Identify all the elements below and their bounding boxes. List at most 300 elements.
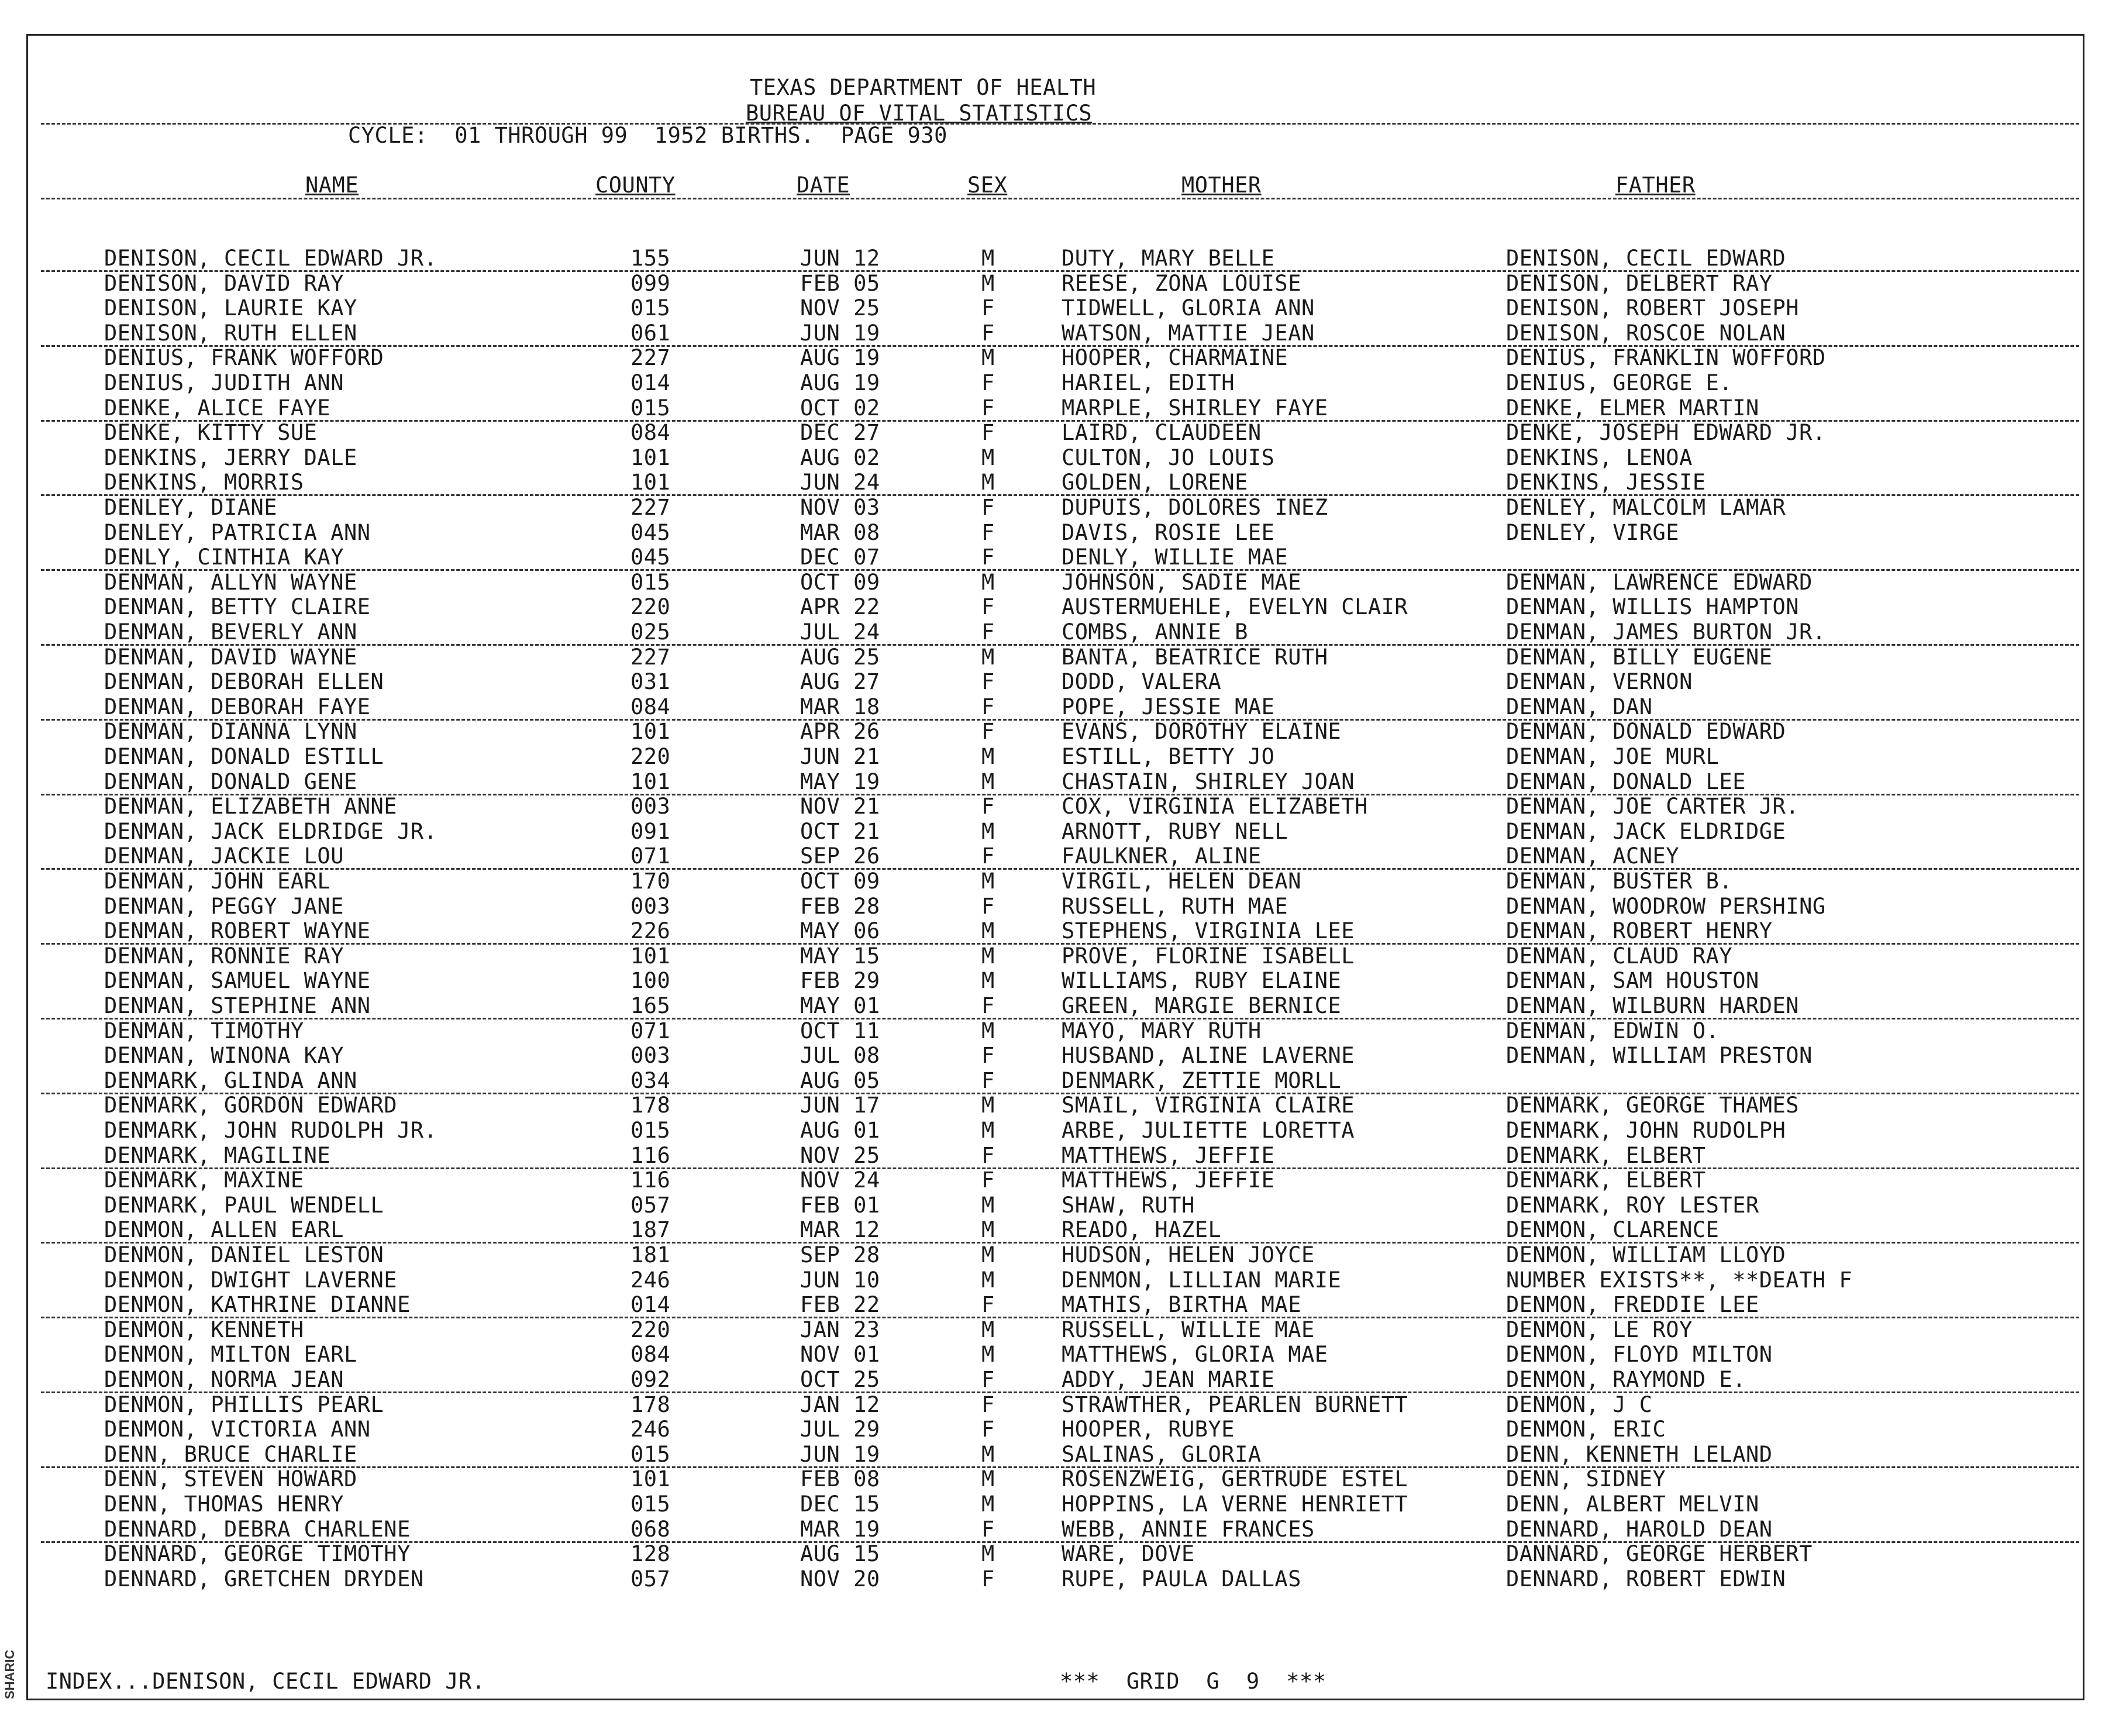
cell-father: DENMAN, JOE MURL — [1506, 744, 1720, 769]
cell-mother: SALINAS, GLORIA — [1062, 1442, 1262, 1467]
cell-county: 101 — [630, 470, 671, 495]
cell-father: DENNARD, HAROLD DEAN — [1506, 1517, 1773, 1542]
cell-name: DENKE, KITTY SUE — [104, 420, 318, 445]
cell-date: AUG 02 — [800, 445, 880, 470]
cell-mother: VIRGIL, HELEN DEAN — [1062, 869, 1301, 894]
cell-sex: M — [981, 645, 995, 670]
cell-date: JUN 19 — [800, 1442, 880, 1467]
cell-name: DENMAN, JACK ELDRIDGE JR. — [104, 819, 437, 844]
cell-sex: F — [981, 1068, 995, 1093]
cell-mother: GREEN, MARGIE BERNICE — [1062, 993, 1342, 1018]
row-divider — [41, 270, 2079, 272]
cell-county: 220 — [630, 594, 671, 619]
cell-father: DENMAN, BILLY EUGENE — [1506, 645, 1773, 670]
col-header-county: COUNTY — [595, 173, 676, 198]
cell-sex: M — [981, 1093, 995, 1118]
cell-sex: F — [981, 420, 995, 445]
cell-county: 101 — [630, 445, 671, 470]
cell-date: SEP 28 — [800, 1242, 880, 1267]
cell-county: 068 — [630, 1517, 671, 1542]
cell-father: DENKE, JOSEPH EDWARD JR. — [1506, 420, 1826, 445]
cell-name: DENISON, CECIL EDWARD JR. — [104, 246, 437, 271]
cell-mother: CULTON, JO LOUIS — [1062, 445, 1275, 470]
cell-sex: M — [981, 1541, 995, 1566]
cell-father: DENISON, CECIL EDWARD — [1506, 246, 1786, 271]
cell-sex: F — [981, 1566, 995, 1592]
cell-date: OCT 21 — [800, 819, 880, 844]
cell-name: DENMAN, DIANNA LYNN — [104, 719, 357, 744]
cell-county: 057 — [630, 1566, 671, 1592]
cell-county: 116 — [630, 1167, 671, 1193]
cell-county: 246 — [630, 1267, 671, 1293]
row-divider — [41, 868, 2079, 870]
cell-sex: M — [981, 918, 995, 943]
cell-mother: MATTHEWS, JEFFIE — [1062, 1143, 1275, 1168]
cell-sex: F — [981, 321, 995, 346]
cell-mother: WEBB, ANNIE FRANCES — [1062, 1517, 1315, 1542]
cell-county: 045 — [630, 520, 671, 545]
header-title: TEXAS DEPARTMENT OF HEALTH — [750, 75, 1097, 100]
cell-date: AUG 19 — [800, 370, 880, 395]
cell-sex: M — [981, 1018, 995, 1043]
cell-county: 015 — [630, 1118, 671, 1143]
cell-father: DENLEY, MALCOLM LAMAR — [1506, 495, 1786, 520]
cell-father: DENMARK, GEORGE THAMES — [1506, 1093, 1800, 1118]
cell-mother: DAVIS, ROSIE LEE — [1062, 520, 1275, 545]
cell-sex: M — [981, 345, 995, 370]
cell-name: DENMAN, TIMOTHY — [104, 1018, 304, 1043]
cell-date: JAN 23 — [800, 1317, 880, 1342]
cell-name: DENMAN, ELIZABETH ANNE — [104, 794, 398, 819]
cell-father: DENMAN, ACNEY — [1506, 843, 1680, 869]
cell-county: 014 — [630, 1292, 671, 1317]
cell-name: DENNARD, GEORGE TIMOTHY — [104, 1541, 411, 1566]
cell-county: 057 — [630, 1193, 671, 1218]
cell-mother: CHASTAIN, SHIRLEY JOAN — [1062, 769, 1355, 794]
cell-date: AUG 19 — [800, 345, 880, 370]
cell-date: AUG 27 — [800, 669, 880, 694]
cell-date: MAR 18 — [800, 694, 880, 719]
cell-name: DENLY, CINTHIA KAY — [104, 545, 344, 570]
cell-father: DENMAN, ROBERT HENRY — [1506, 918, 1773, 943]
cell-date: DEC 07 — [800, 545, 880, 570]
cell-name: DENMON, NORMA JEAN — [104, 1367, 344, 1392]
cell-name: DENMAN, STEPHINE ANN — [104, 993, 371, 1018]
cell-county: 084 — [630, 694, 671, 719]
cell-date: NOV 20 — [800, 1566, 880, 1592]
cell-date: AUG 25 — [800, 645, 880, 670]
divider — [41, 123, 2079, 125]
cell-date: OCT 02 — [800, 395, 880, 421]
cell-sex: F — [981, 894, 995, 919]
cell-date: NOV 21 — [800, 794, 880, 819]
cell-name: DENISON, DAVID RAY — [104, 271, 344, 296]
cell-name: DENMAN, ROBERT WAYNE — [104, 918, 371, 943]
cell-sex: F — [981, 1517, 995, 1542]
cell-father: DENMAN, WOODROW PERSHING — [1506, 894, 1826, 919]
cell-date: MAY 06 — [800, 918, 880, 943]
cell-county: 165 — [630, 993, 671, 1018]
cell-father: DENMAN, WILBURN HARDEN — [1506, 993, 1800, 1018]
cell-date: JUN 17 — [800, 1093, 880, 1118]
cell-mother: AUSTERMUEHLE, EVELYN CLAIR — [1062, 594, 1408, 619]
cell-county: 015 — [630, 295, 671, 321]
cell-sex: M — [981, 1193, 995, 1218]
cell-father: DENISON, ROSCOE NOLAN — [1506, 321, 1786, 346]
cell-father: NUMBER EXISTS**, **DEATH F — [1506, 1267, 1853, 1293]
cell-sex: M — [981, 968, 995, 993]
cell-name: DENMON, DANIEL LESTON — [104, 1242, 384, 1267]
cell-name: DENKINS, MORRIS — [104, 470, 304, 495]
cell-father: DENMON, RAYMOND E. — [1506, 1367, 1746, 1392]
cell-date: JUN 24 — [800, 470, 880, 495]
cell-sex: F — [981, 719, 995, 744]
cell-father: DENMON, WILLIAM LLOYD — [1506, 1242, 1786, 1267]
cell-name: DENMARK, JOHN RUDOLPH JR. — [104, 1118, 437, 1143]
cell-name: DENN, THOMAS HENRY — [104, 1492, 344, 1517]
cell-name: DENMAN, BETTY CLAIRE — [104, 594, 371, 619]
cell-father: DENMON, J C — [1506, 1392, 1653, 1417]
cell-mother: HARIEL, EDITH — [1062, 370, 1235, 395]
row-divider — [41, 1167, 2079, 1169]
row-divider — [41, 1317, 2079, 1318]
cell-name: DENNARD, DEBRA CHARLENE — [104, 1517, 411, 1542]
cell-name: DENMARK, MAXINE — [104, 1167, 304, 1193]
col-header-mother: MOTHER — [1181, 173, 1262, 198]
cell-father: DENMAN, DONALD LEE — [1506, 769, 1746, 794]
cell-name: DENMARK, PAUL WENDELL — [104, 1193, 384, 1218]
divider — [41, 198, 2079, 199]
cell-father: DENMAN, WILLIAM PRESTON — [1506, 1043, 1813, 1068]
cell-date: AUG 01 — [800, 1118, 880, 1143]
cell-father: DENMON, ERIC — [1506, 1417, 1666, 1442]
cell-mother: FAULKNER, ALINE — [1062, 843, 1262, 869]
cell-county: 092 — [630, 1367, 671, 1392]
cell-father: DENMON, CLARENCE — [1506, 1217, 1720, 1242]
cell-father: DENMON, FREDDIE LEE — [1506, 1292, 1759, 1317]
cell-date: JUL 29 — [800, 1417, 880, 1442]
cell-county: 015 — [630, 1492, 671, 1517]
cell-date: DEC 15 — [800, 1492, 880, 1517]
cell-date: JUN 12 — [800, 246, 880, 271]
cell-mother: SHAW, RUTH — [1062, 1193, 1195, 1218]
cell-date: NOV 24 — [800, 1167, 880, 1193]
cell-county: 178 — [630, 1093, 671, 1118]
cell-date: FEB 01 — [800, 1193, 880, 1218]
cell-date: NOV 25 — [800, 1143, 880, 1168]
cell-date: MAR 08 — [800, 520, 880, 545]
cell-name: DENISON, LAURIE KAY — [104, 295, 357, 321]
cell-county: 226 — [630, 918, 671, 943]
cell-sex: F — [981, 520, 995, 545]
cell-county: 061 — [630, 321, 671, 346]
col-header-date: DATE — [797, 173, 850, 198]
cell-father: DENMAN, WILLIS HAMPTON — [1506, 594, 1800, 619]
cell-name: DENMON, KATHRINE DIANNE — [104, 1292, 411, 1317]
cell-name: DENMON, KENNETH — [104, 1317, 304, 1342]
cell-county: 015 — [630, 1442, 671, 1467]
cell-father: DENIUS, FRANKLIN WOFFORD — [1506, 345, 1826, 370]
cell-father: DENMARK, ELBERT — [1506, 1167, 1706, 1193]
cell-county: 227 — [630, 495, 671, 520]
cell-mother: ARBE, JULIETTE LORETTA — [1062, 1118, 1355, 1143]
cell-date: JUL 24 — [800, 619, 880, 645]
cell-mother: ARNOTT, RUBY NELL — [1062, 819, 1288, 844]
cell-sex: M — [981, 744, 995, 769]
cell-name: DENMON, DWIGHT LAVERNE — [104, 1267, 398, 1293]
cell-sex: M — [981, 769, 995, 794]
cell-father: DENKINS, JESSIE — [1506, 470, 1706, 495]
cell-father: DENLEY, VIRGE — [1506, 520, 1680, 545]
cell-date: JAN 12 — [800, 1392, 880, 1417]
cell-mother: TIDWELL, GLORIA ANN — [1062, 295, 1315, 321]
cell-mother: JOHNSON, SADIE MAE — [1062, 570, 1301, 595]
cell-date: FEB 28 — [800, 894, 880, 919]
cell-mother: STRAWTHER, PEARLEN BURNETT — [1062, 1392, 1408, 1417]
cell-mother: WILLIAMS, RUBY ELAINE — [1062, 968, 1342, 993]
cell-sex: M — [981, 470, 995, 495]
cell-father: DENIUS, GEORGE E. — [1506, 370, 1733, 395]
cell-mother: READO, HAZEL — [1062, 1217, 1222, 1242]
cell-name: DENMAN, SAMUEL WAYNE — [104, 968, 371, 993]
cell-mother: DODD, VALERA — [1062, 669, 1222, 694]
cell-date: AUG 15 — [800, 1541, 880, 1566]
cell-mother: BANTA, BEATRICE RUTH — [1062, 645, 1328, 670]
cell-county: 031 — [630, 669, 671, 694]
cell-county: 091 — [630, 819, 671, 844]
cell-sex: F — [981, 669, 995, 694]
cell-county: 071 — [630, 843, 671, 869]
cell-date: DEC 27 — [800, 420, 880, 445]
cell-sex: F — [981, 370, 995, 395]
cell-county: 015 — [630, 395, 671, 421]
cell-mother: DUPUIS, DOLORES INEZ — [1062, 495, 1328, 520]
cell-mother: STEPHENS, VIRGINIA LEE — [1062, 918, 1355, 943]
cell-mother: GOLDEN, LORENE — [1062, 470, 1248, 495]
cell-sex: M — [981, 445, 995, 470]
cell-date: SEP 26 — [800, 843, 880, 869]
cycle-line: CYCLE: 01 THROUGH 99 1952 BIRTHS. PAGE 930 — [348, 123, 947, 148]
cell-county: 003 — [630, 1043, 671, 1068]
cell-sex: F — [981, 594, 995, 619]
cell-name: DENKINS, JERRY DALE — [104, 445, 357, 470]
cell-date: AUG 05 — [800, 1068, 880, 1093]
row-divider — [41, 943, 2079, 945]
cell-name: DENMAN, DONALD ESTILL — [104, 744, 384, 769]
cell-county: 187 — [630, 1217, 671, 1242]
cell-mother: WATSON, MATTIE JEAN — [1062, 321, 1315, 346]
cell-county: 220 — [630, 1317, 671, 1342]
cell-county: 014 — [630, 370, 671, 395]
cell-father: DENN, SIDNEY — [1506, 1466, 1666, 1492]
cell-mother: HUSBAND, ALINE LAVERNE — [1062, 1043, 1355, 1068]
cell-father: DENMARK, ROY LESTER — [1506, 1193, 1759, 1218]
cell-date: APR 22 — [800, 594, 880, 619]
cell-mother: MAYO, MARY RUTH — [1062, 1018, 1262, 1043]
cell-father: DENN, KENNETH LELAND — [1506, 1442, 1773, 1467]
cell-date: JUL 08 — [800, 1043, 880, 1068]
cell-mother: RUSSELL, WILLIE MAE — [1062, 1317, 1315, 1342]
cell-father: DENMAN, JACK ELDRIDGE — [1506, 819, 1786, 844]
cell-mother: WARE, DOVE — [1062, 1541, 1195, 1566]
cell-name: DENMARK, GLINDA ANN — [104, 1068, 357, 1093]
cell-father: DENMAN, LAWRENCE EDWARD — [1506, 570, 1813, 595]
cell-sex: M — [981, 869, 995, 894]
cell-father: DENMAN, EDWIN O. — [1506, 1018, 1720, 1043]
cell-name: DENMAN, JACKIE LOU — [104, 843, 344, 869]
cell-name: DENMAN, DEBORAH FAYE — [104, 694, 371, 719]
cell-father: DENMAN, JOE CARTER JR. — [1506, 794, 1800, 819]
cell-sex: M — [981, 1118, 995, 1143]
cell-date: JUN 19 — [800, 321, 880, 346]
cell-mother: MATHIS, BIRTHA MAE — [1062, 1292, 1301, 1317]
cell-mother: ESTILL, BETTY JO — [1062, 744, 1275, 769]
cell-name: DENNARD, GRETCHEN DRYDEN — [104, 1566, 424, 1592]
cell-father: DENISON, DELBERT RAY — [1506, 271, 1773, 296]
cell-mother: POPE, JESSIE MAE — [1062, 694, 1275, 719]
cell-name: DENMON, MILTON EARL — [104, 1342, 357, 1367]
footer-grid: *** GRID G 9 *** — [1060, 1669, 1326, 1694]
cell-sex: M — [981, 1342, 995, 1367]
cell-county: 178 — [630, 1392, 671, 1417]
cell-father: DENMAN, DONALD EDWARD — [1506, 719, 1786, 744]
cell-father: DENMAN, SAM HOUSTON — [1506, 968, 1759, 993]
cell-date: FEB 05 — [800, 271, 880, 296]
cell-county: 128 — [630, 1541, 671, 1566]
cell-sex: M — [981, 1317, 995, 1342]
cell-sex: M — [981, 570, 995, 595]
cell-date: MAR 12 — [800, 1217, 880, 1242]
col-header-father: FATHER — [1615, 173, 1696, 198]
cell-name: DENN, BRUCE CHARLIE — [104, 1442, 357, 1467]
cell-sex: F — [981, 1043, 995, 1068]
cell-county: 015 — [630, 570, 671, 595]
cell-county: 101 — [630, 943, 671, 969]
cell-county: 101 — [630, 769, 671, 794]
cell-date: OCT 25 — [800, 1367, 880, 1392]
cell-name: DENMAN, PEGGY JANE — [104, 894, 344, 919]
cell-father: DENMARK, ELBERT — [1506, 1143, 1706, 1168]
cell-name: DENMAN, DAVID WAYNE — [104, 645, 357, 670]
cell-county: 084 — [630, 420, 671, 445]
cell-sex: F — [981, 1392, 995, 1417]
cell-sex: M — [981, 246, 995, 271]
cell-mother: ROSENZWEIG, GERTRUDE ESTEL — [1062, 1466, 1408, 1492]
cell-father: DENMON, LE ROY — [1506, 1317, 1693, 1342]
cell-county: 220 — [630, 744, 671, 769]
cell-sex: F — [981, 545, 995, 570]
cell-mother: DUTY, MARY BELLE — [1062, 246, 1275, 271]
cell-county: 084 — [630, 1342, 671, 1367]
cell-sex: F — [981, 395, 995, 421]
cell-date: NOV 01 — [800, 1342, 880, 1367]
cell-sex: F — [981, 1292, 995, 1317]
cell-mother: COX, VIRGINIA ELIZABETH — [1062, 794, 1368, 819]
cell-mother: REESE, ZONA LOUISE — [1062, 271, 1301, 296]
cell-father: DENMAN, VERNON — [1506, 669, 1693, 694]
cell-sex: F — [981, 1367, 995, 1392]
cell-sex: F — [981, 1143, 995, 1168]
cell-name: DENLEY, PATRICIA ANN — [104, 520, 371, 545]
row-divider — [41, 1018, 2079, 1019]
cell-mother: DENMARK, ZETTIE MORLL — [1062, 1068, 1342, 1093]
cell-date: JUN 21 — [800, 744, 880, 769]
cell-father: DENKE, ELMER MARTIN — [1506, 395, 1759, 421]
cell-sex: F — [981, 495, 995, 520]
cell-name: DENN, STEVEN HOWARD — [104, 1466, 357, 1492]
cell-sex: M — [981, 271, 995, 296]
cell-county: 155 — [630, 246, 671, 271]
cell-county: 045 — [630, 545, 671, 570]
cell-date: JUN 10 — [800, 1267, 880, 1293]
cell-county: 071 — [630, 1018, 671, 1043]
cell-name: DENMON, VICTORIA ANN — [104, 1417, 371, 1442]
cell-sex: M — [981, 1267, 995, 1293]
header-subtitle: BUREAU OF VITAL STATISTICS — [746, 101, 1093, 126]
cell-mother: HOOPER, RUBYE — [1062, 1417, 1235, 1442]
cell-name: DENIUS, JUDITH ANN — [104, 370, 344, 395]
cell-county: 003 — [630, 894, 671, 919]
cell-father: DENMON, FLOYD MILTON — [1506, 1342, 1773, 1367]
cell-father: DENMAN, BUSTER B. — [1506, 869, 1733, 894]
cell-name: DENMARK, GORDON EDWARD — [104, 1093, 398, 1118]
cell-name: DENMAN, DEBORAH ELLEN — [104, 669, 384, 694]
cell-father: DENMARK, JOHN RUDOLPH — [1506, 1118, 1786, 1143]
cell-mother: PROVE, FLORINE ISABELL — [1062, 943, 1355, 969]
cell-mother: MARPLE, SHIRLEY FAYE — [1062, 395, 1328, 421]
cell-county: 100 — [630, 968, 671, 993]
cell-father: DENMAN, CLAUD RAY — [1506, 943, 1733, 969]
cell-sex: M — [981, 819, 995, 844]
cell-mother: COMBS, ANNIE B — [1062, 619, 1248, 645]
cell-mother: LAIRD, CLAUDEEN — [1062, 420, 1262, 445]
cell-mother: RUPE, PAULA DALLAS — [1062, 1566, 1301, 1592]
cell-name: DENMAN, ALLYN WAYNE — [104, 570, 357, 595]
cell-date: FEB 29 — [800, 968, 880, 993]
cell-name: DENMON, PHILLIS PEARL — [104, 1392, 384, 1417]
cell-sex: F — [981, 694, 995, 719]
cell-mother: ADDY, JEAN MARIE — [1062, 1367, 1275, 1392]
cell-date: OCT 09 — [800, 869, 880, 894]
cell-name: DENMON, ALLEN EARL — [104, 1217, 344, 1242]
cell-sex: F — [981, 843, 995, 869]
cell-mother: HOPPINS, LA VERNE HENRIETT — [1062, 1492, 1408, 1517]
cell-date: MAY 15 — [800, 943, 880, 969]
cell-sex: M — [981, 1466, 995, 1492]
cell-name: DENMAN, JOHN EARL — [104, 869, 331, 894]
cell-sex: F — [981, 295, 995, 321]
cell-county: 116 — [630, 1143, 671, 1168]
cell-mother: DENMON, LILLIAN MARIE — [1062, 1267, 1342, 1293]
cell-date: MAY 01 — [800, 993, 880, 1018]
cell-county: 034 — [630, 1068, 671, 1093]
cell-county: 181 — [630, 1242, 671, 1267]
cell-name: DENMAN, DONALD GENE — [104, 769, 357, 794]
cell-mother: SMAIL, VIRGINIA CLAIRE — [1062, 1093, 1355, 1118]
cell-name: DENIUS, FRANK WOFFORD — [104, 345, 384, 370]
cell-mother: EVANS, DOROTHY ELAINE — [1062, 719, 1342, 744]
cell-county: 003 — [630, 794, 671, 819]
cell-date: MAY 19 — [800, 769, 880, 794]
cell-name: DENLEY, DIANE — [104, 495, 278, 520]
cell-county: 170 — [630, 869, 671, 894]
cell-mother: HOOPER, CHARMAINE — [1062, 345, 1288, 370]
side-stamp: SHARIC — [2, 1649, 17, 1699]
cell-father: DENKINS, LENOA — [1506, 445, 1693, 470]
cell-name: DENISON, RUTH ELLEN — [104, 321, 357, 346]
cell-date: OCT 09 — [800, 570, 880, 595]
cell-name: DENMAN, BEVERLY ANN — [104, 619, 357, 645]
